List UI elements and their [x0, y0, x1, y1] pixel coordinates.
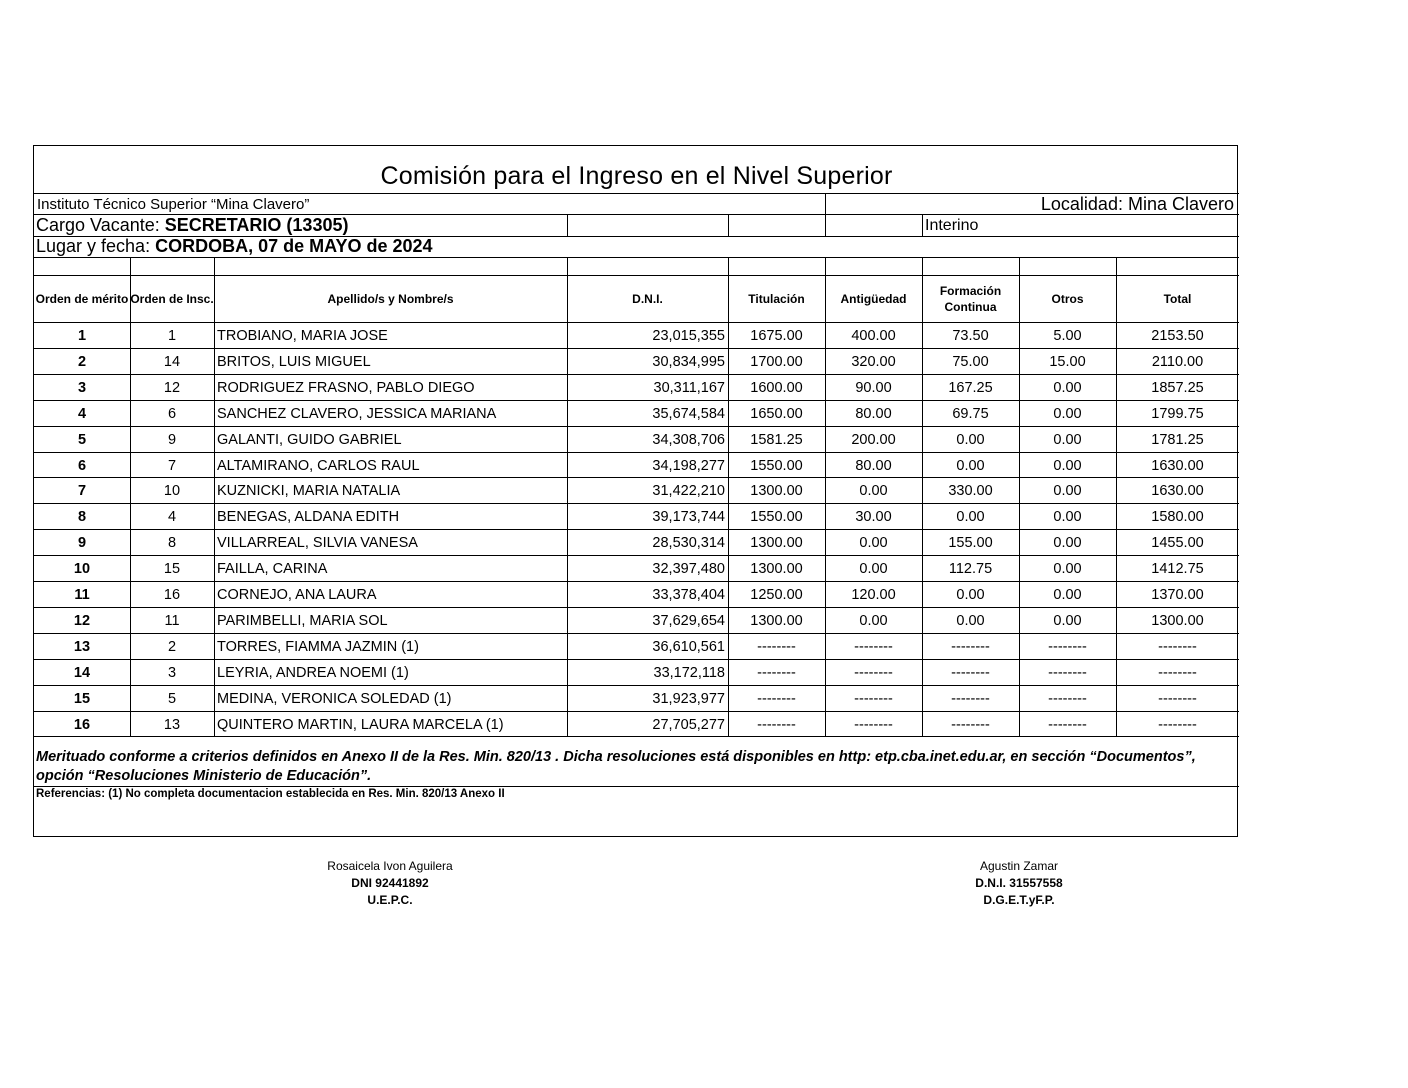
- place-and-date: [36, 236, 433, 257]
- total-cell: 2153.50: [1151, 328, 1204, 344]
- antiguedad-cell: --------: [854, 690, 893, 707]
- full-name-cell: SANCHEZ CLAVERO, JESSICA MARIANA: [217, 405, 497, 422]
- dni-cell: 31,422,210: [652, 483, 725, 500]
- titulacion-cell: 1300.00: [750, 561, 803, 578]
- divider: [34, 786, 1239, 787]
- merit-order-cell: 11: [74, 587, 90, 603]
- antiguedad-cell: --------: [854, 638, 893, 655]
- titulacion-cell: 1550.00: [750, 457, 803, 474]
- otros-cell: 5.00: [1053, 328, 1082, 344]
- formacion-continua-cell: 155.00: [948, 535, 993, 552]
- cargo-vacante: [36, 215, 348, 236]
- inscription-order-cell: 3: [167, 664, 177, 681]
- full-name-cell: TORRES, FIAMMA JAZMIN (1): [217, 638, 419, 655]
- inscription-order-cell: 14: [163, 353, 181, 370]
- inscription-order-cell: 16: [163, 587, 181, 603]
- otros-cell: 0.00: [1053, 405, 1082, 422]
- divider: [728, 214, 729, 236]
- column-header-otros: Otros: [1051, 291, 1084, 306]
- merit-order-cell: 1: [77, 328, 87, 344]
- cargo-label: Cargo Vacante:: [36, 215, 165, 235]
- formacion-continua-cell: 73.50: [952, 328, 989, 344]
- merit-order-cell: 4: [77, 405, 87, 422]
- merit-order-cell: 16: [73, 716, 91, 733]
- inscription-order-cell: 11: [164, 612, 180, 629]
- divider: [567, 214, 568, 236]
- titulacion-cell: 1581.25: [750, 431, 803, 448]
- antiguedad-cell: 80.00: [855, 405, 892, 422]
- total-cell: 1781.25: [1151, 431, 1204, 448]
- otros-cell: 15.00: [1049, 353, 1086, 370]
- full-name-cell: BENEGAS, ALDANA EDITH: [217, 509, 400, 526]
- titulacion-cell: 1700.00: [750, 353, 803, 370]
- divider: [922, 214, 923, 236]
- dni-cell: 33,172,118: [653, 664, 725, 681]
- dni-cell: 30,311,167: [653, 379, 725, 396]
- otros-cell: 0.00: [1053, 431, 1082, 448]
- formacion-continua-cell: 75.00: [952, 353, 989, 370]
- dni-cell: 28,530,314: [652, 535, 725, 552]
- merit-order-cell: 14: [73, 664, 91, 681]
- total-cell: --------: [1158, 664, 1197, 681]
- signer-id: D.N.I. 31557558: [975, 876, 1063, 890]
- full-name-cell: CORNEJO, ANA LAURA: [217, 587, 377, 603]
- merit-order-cell: 5: [77, 431, 87, 448]
- formacion-continua-cell: 330.00: [948, 483, 993, 500]
- otros-cell: 0.00: [1053, 561, 1082, 578]
- dni-cell: 35,674,584: [652, 405, 725, 422]
- inscription-order-cell: 5: [167, 690, 177, 707]
- total-cell: 1370.00: [1151, 587, 1204, 603]
- titulacion-cell: 1300.00: [750, 612, 803, 629]
- inscription-order-cell: 6: [167, 405, 177, 422]
- signer-id: DNI 92441892: [351, 876, 429, 890]
- formacion-continua-cell: --------: [951, 716, 990, 733]
- signer-org: D.G.E.T.yF.P.: [983, 893, 1055, 907]
- inscription-order-cell: 2: [167, 638, 177, 655]
- row-divider: [34, 736, 1239, 737]
- full-name-cell: KUZNICKI, MARIA NATALIA: [217, 483, 401, 500]
- signer-name: Agustin Zamar: [979, 859, 1059, 873]
- otros-cell: 0.00: [1053, 535, 1082, 552]
- dni-cell: 27,705,277: [652, 716, 725, 733]
- situation-label: Interino: [925, 217, 979, 234]
- merit-order-cell: 2: [77, 353, 87, 370]
- antiguedad-cell: 120.00: [851, 587, 896, 603]
- merit-order-cell: 12: [73, 612, 91, 629]
- formacion-continua-cell: 0.00: [956, 431, 985, 448]
- antiguedad-cell: 0.00: [859, 483, 888, 500]
- titulacion-cell: 1650.00: [750, 405, 803, 422]
- full-name-cell: FAILLA, CARINA: [217, 561, 328, 578]
- merit-order-cell: 15: [73, 690, 91, 707]
- antiguedad-cell: 0.00: [859, 535, 888, 552]
- dni-cell: 37,629,654: [652, 612, 725, 629]
- antiguedad-cell: 30.00: [855, 509, 892, 526]
- titulacion-cell: 1250.00: [750, 587, 803, 603]
- full-name-cell: LEYRIA, ANDREA NOEMI (1): [217, 664, 409, 681]
- place-label: Lugar y fecha:: [36, 236, 156, 256]
- formacion-continua-cell: --------: [951, 638, 990, 655]
- antiguedad-cell: 0.00: [859, 561, 888, 578]
- dni-cell: 34,198,277: [652, 457, 725, 474]
- institute-name: Instituto Técnico Superior “Mina Clavero”: [37, 196, 310, 213]
- formacion-continua-cell: 167.25: [948, 379, 993, 396]
- total-cell: --------: [1158, 690, 1197, 707]
- total-cell: 1455.00: [1151, 535, 1204, 552]
- full-name-cell: MEDINA, VERONICA SOLEDAD (1): [217, 690, 452, 707]
- formacion-continua-cell: 0.00: [956, 509, 985, 526]
- merit-order-cell: 10: [73, 561, 91, 578]
- titulacion-cell: --------: [757, 664, 796, 681]
- total-cell: --------: [1158, 716, 1197, 733]
- locality-label: Localidad: Mina Clavero: [1040, 194, 1234, 214]
- merit-order-cell: 13: [73, 638, 91, 655]
- column-header-dni: D.N.I.: [632, 291, 663, 306]
- signer-org: U.E.P.C.: [367, 893, 413, 907]
- inscription-order-cell: 15: [163, 561, 181, 578]
- formacion-continua-cell: --------: [951, 664, 990, 681]
- otros-cell: --------: [1048, 716, 1087, 733]
- divider: [825, 193, 826, 214]
- formacion-continua-cell: 112.75: [948, 561, 993, 578]
- column-header-formacion-continua: Formación Continua: [939, 283, 1002, 314]
- total-cell: 1630.00: [1151, 457, 1204, 474]
- dni-cell: 31,923,977: [652, 690, 725, 707]
- total-cell: 1300.00: [1151, 612, 1204, 629]
- total-cell: 1857.25: [1151, 379, 1204, 396]
- signature-block-left: [290, 858, 490, 909]
- total-cell: 1630.00: [1151, 483, 1204, 500]
- column-header-antiguedad: Antigüedad: [840, 291, 907, 306]
- inscription-order-cell: 4: [167, 509, 177, 526]
- column-header-total: Total: [1163, 291, 1192, 306]
- inscription-order-cell: 8: [167, 535, 177, 552]
- antiguedad-cell: 200.00: [851, 431, 896, 448]
- formacion-continua-cell: 69.75: [952, 405, 989, 422]
- merit-order-cell: 3: [77, 379, 87, 396]
- dni-cell: 36,610,561: [652, 638, 725, 655]
- dni-cell: 32,397,480: [652, 561, 725, 578]
- titulacion-cell: 1300.00: [750, 535, 803, 552]
- full-name-cell: ALTAMIRANO, CARLOS RAUL: [217, 457, 420, 474]
- signature-block-right: [919, 858, 1119, 909]
- full-name-cell: PARIMBELLI, MARIA SOL: [217, 612, 388, 629]
- criteria-note: Merituado conforme a criterios definidos en Anexo II de la Res. Min. 820/13 . Dicha resoluciones está disponibles en http: etp.cba.inet.edu.ar, en sección “Documentos”, opción “Resoluciones Ministerio de Educación”.: [36, 749, 1196, 784]
- inscription-order-cell: 1: [167, 328, 177, 344]
- antiguedad-cell: 400.00: [851, 328, 896, 344]
- titulacion-cell: 1550.00: [750, 509, 803, 526]
- formacion-continua-cell: --------: [951, 690, 990, 707]
- inscription-order-cell: 13: [163, 716, 181, 733]
- column-header-titulacion: Titulación: [748, 291, 805, 306]
- signer-name: Rosaicela Ivon Aguilera: [327, 859, 453, 873]
- column-header-inscription-order: Orden de Insc.: [130, 291, 214, 306]
- full-name-cell: QUINTERO MARTIN, LAURA MARCELA (1): [217, 716, 504, 733]
- antiguedad-cell: --------: [854, 664, 893, 681]
- dni-cell: 30,834,995: [652, 353, 725, 370]
- dni-cell: 33,378,404: [652, 587, 725, 603]
- total-cell: --------: [1158, 638, 1197, 655]
- inscription-order-cell: 9: [167, 431, 177, 448]
- otros-cell: 0.00: [1053, 612, 1082, 629]
- merit-order-sheet: [33, 145, 1238, 837]
- total-cell: 2110.00: [1151, 353, 1204, 370]
- otros-cell: 0.00: [1053, 457, 1082, 474]
- total-cell: 1580.00: [1151, 509, 1204, 526]
- merit-order-cell: 6: [77, 457, 87, 474]
- antiguedad-cell: --------: [854, 716, 893, 733]
- antiguedad-cell: 80.00: [855, 457, 892, 474]
- antiguedad-cell: 90.00: [855, 379, 892, 396]
- inscription-order-cell: 7: [167, 457, 177, 474]
- titulacion-cell: 1600.00: [750, 379, 803, 396]
- column-header-full-name: Apellido/s y Nombre/s: [327, 291, 454, 306]
- total-cell: 1799.75: [1151, 405, 1204, 422]
- otros-cell: --------: [1048, 690, 1087, 707]
- inscription-order-cell: 12: [163, 379, 181, 396]
- merit-order-cell: 7: [77, 483, 87, 500]
- dni-cell: 23,015,355: [652, 328, 725, 344]
- place-value: CORDOBA, 07 de MAYO de 2024: [155, 236, 433, 256]
- titulacion-cell: 1300.00: [750, 483, 803, 500]
- total-cell: 1412.75: [1151, 561, 1204, 578]
- dni-cell: 39,173,744: [652, 509, 725, 526]
- references-note: Referencias: (1) No completa documentacion establecida en Res. Min. 820/13 Anexo II: [36, 788, 505, 800]
- otros-cell: 0.00: [1053, 509, 1082, 526]
- document-title: Comisión para el Ingreso en el Nivel Superior: [380, 162, 893, 190]
- full-name-cell: VILLARREAL, SILVIA VANESA: [217, 535, 418, 552]
- titulacion-cell: --------: [757, 638, 796, 655]
- titulacion-cell: 1675.00: [750, 328, 803, 344]
- otros-cell: 0.00: [1053, 587, 1082, 603]
- merit-order-cell: 8: [77, 509, 87, 526]
- dni-cell: 34,308,706: [652, 431, 725, 448]
- cargo-value: SECRETARIO (13305): [164, 215, 349, 235]
- formacion-continua-cell: 0.00: [956, 457, 985, 474]
- otros-cell: 0.00: [1053, 483, 1082, 500]
- full-name-cell: BRITOS, LUIS MIGUEL: [217, 353, 371, 370]
- divider: [825, 214, 826, 236]
- antiguedad-cell: 320.00: [851, 353, 896, 370]
- formacion-continua-cell: 0.00: [956, 612, 985, 629]
- titulacion-cell: --------: [757, 690, 796, 707]
- titulacion-cell: --------: [757, 716, 796, 733]
- formacion-continua-cell: 0.00: [956, 587, 985, 603]
- otros-cell: --------: [1048, 664, 1087, 681]
- otros-cell: --------: [1048, 638, 1087, 655]
- inscription-order-cell: 10: [163, 483, 181, 500]
- antiguedad-cell: 0.00: [859, 612, 888, 629]
- column-header-merit-order: Orden de mérito: [35, 291, 129, 306]
- merit-order-cell: 9: [77, 535, 87, 552]
- full-name-cell: GALANTI, GUIDO GABRIEL: [217, 431, 402, 448]
- full-name-cell: TROBIANO, MARIA JOSE: [217, 328, 388, 344]
- full-name-cell: RODRIGUEZ FRASNO, PABLO DIEGO: [217, 379, 475, 396]
- otros-cell: 0.00: [1053, 379, 1082, 396]
